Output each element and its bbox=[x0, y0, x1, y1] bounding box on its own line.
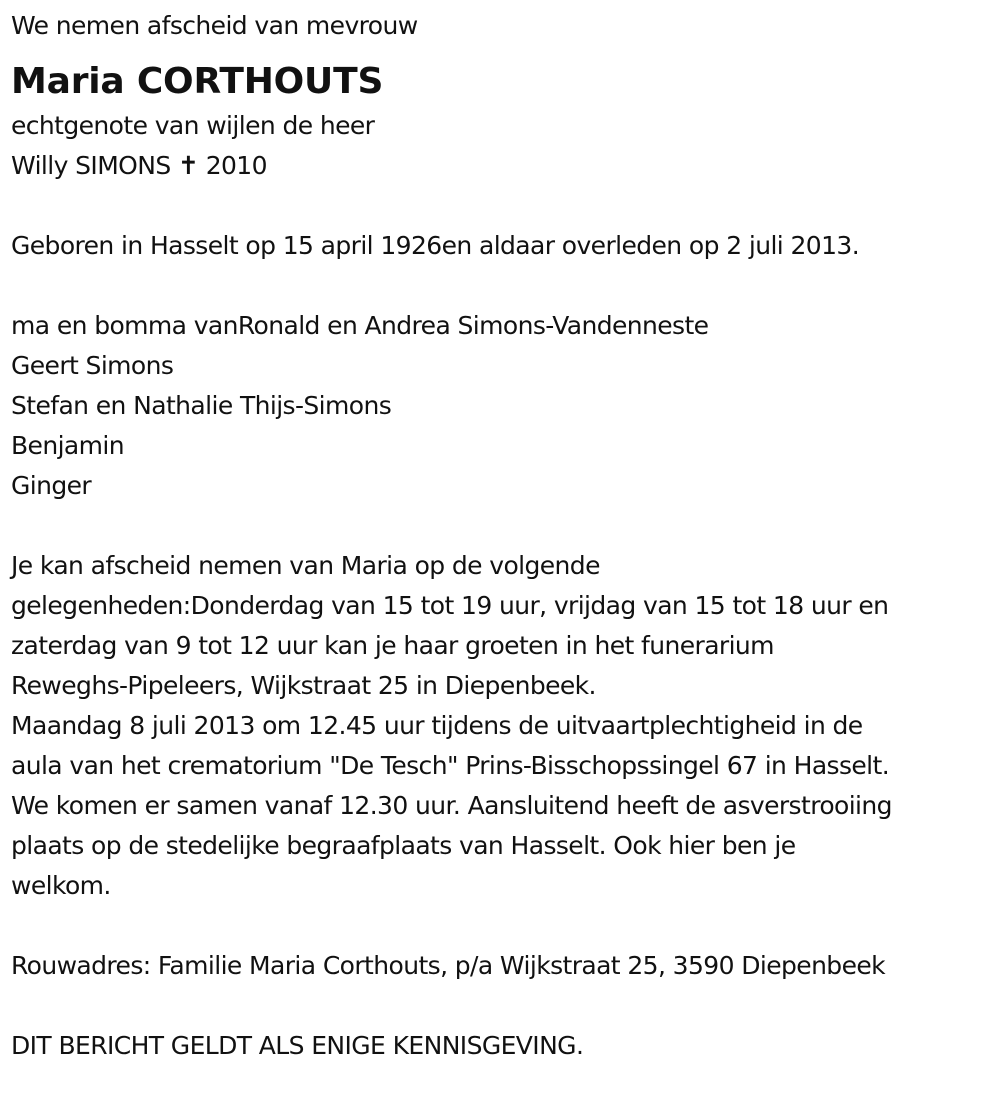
family-member: Geert Simons bbox=[11, 351, 174, 380]
spacer bbox=[11, 266, 996, 306]
spacer bbox=[11, 506, 996, 546]
family-member: Benjamin bbox=[11, 431, 124, 460]
visitation-line: Je kan afscheid nemen van Maria op de volgende bbox=[11, 551, 600, 580]
spacer bbox=[11, 986, 996, 1026]
family-intro: ma en bomma vanRonald en Andrea Simons-Vandenneste bbox=[11, 311, 709, 340]
deceased-name: Maria CORTHOUTS bbox=[11, 61, 384, 102]
spouse-name: Willy SIMONS bbox=[11, 151, 171, 180]
closing-statement: DIT BERICHT GELDT ALS ENIGE KENNISGEVING. bbox=[11, 1031, 584, 1060]
visitation-line: We komen er samen vanaf 12.30 uur. Aansluitend heeft de asverstrooiing bbox=[11, 791, 892, 820]
spacer bbox=[11, 906, 996, 946]
funeral-notice bbox=[11, 6, 996, 1066]
family-member: Stefan en Nathalie Thijs-Simons bbox=[11, 391, 392, 420]
visitation-line: Reweghs-Pipeleers, Wijkstraat 25 in Diepenbeek. bbox=[11, 671, 596, 700]
notice-intro: We nemen afscheid van mevrouw bbox=[11, 11, 418, 40]
visitation-line: Maandag 8 juli 2013 om 12.45 uur tijdens de uitvaartplechtigheid in de bbox=[11, 711, 863, 740]
spouse-line bbox=[11, 146, 996, 186]
visitation-line: zaterdag van 9 tot 12 uur kan je haar groeten in het funerarium bbox=[11, 631, 774, 660]
visitation-line: plaats op de stedelijke begraafplaats van Hasselt. Ook hier ben je bbox=[11, 831, 796, 860]
spacer bbox=[11, 186, 996, 226]
cross-icon: ✝ bbox=[177, 151, 199, 180]
visitation-line: welkom. bbox=[11, 871, 111, 900]
spouse-death-year: 2010 bbox=[205, 151, 267, 180]
spouse-intro: echtgenote van wijlen de heer bbox=[11, 111, 375, 140]
visitation-line: aula van het crematorium "De Tesch" Prins-Bisschopssingel 67 in Hasselt. bbox=[11, 751, 890, 780]
birth-death-line: Geboren in Hasselt op 15 april 1926en aldaar overleden op 2 juli 2013. bbox=[11, 231, 860, 260]
visitation-line: gelegenheden:Donderdag van 15 tot 19 uur, vrijdag van 15 tot 18 uur en bbox=[11, 591, 889, 620]
family-member: Ginger bbox=[11, 471, 92, 500]
mourning-address: Rouwadres: Familie Maria Corthouts, p/a Wijkstraat 25, 3590 Diepenbeek bbox=[11, 951, 886, 980]
